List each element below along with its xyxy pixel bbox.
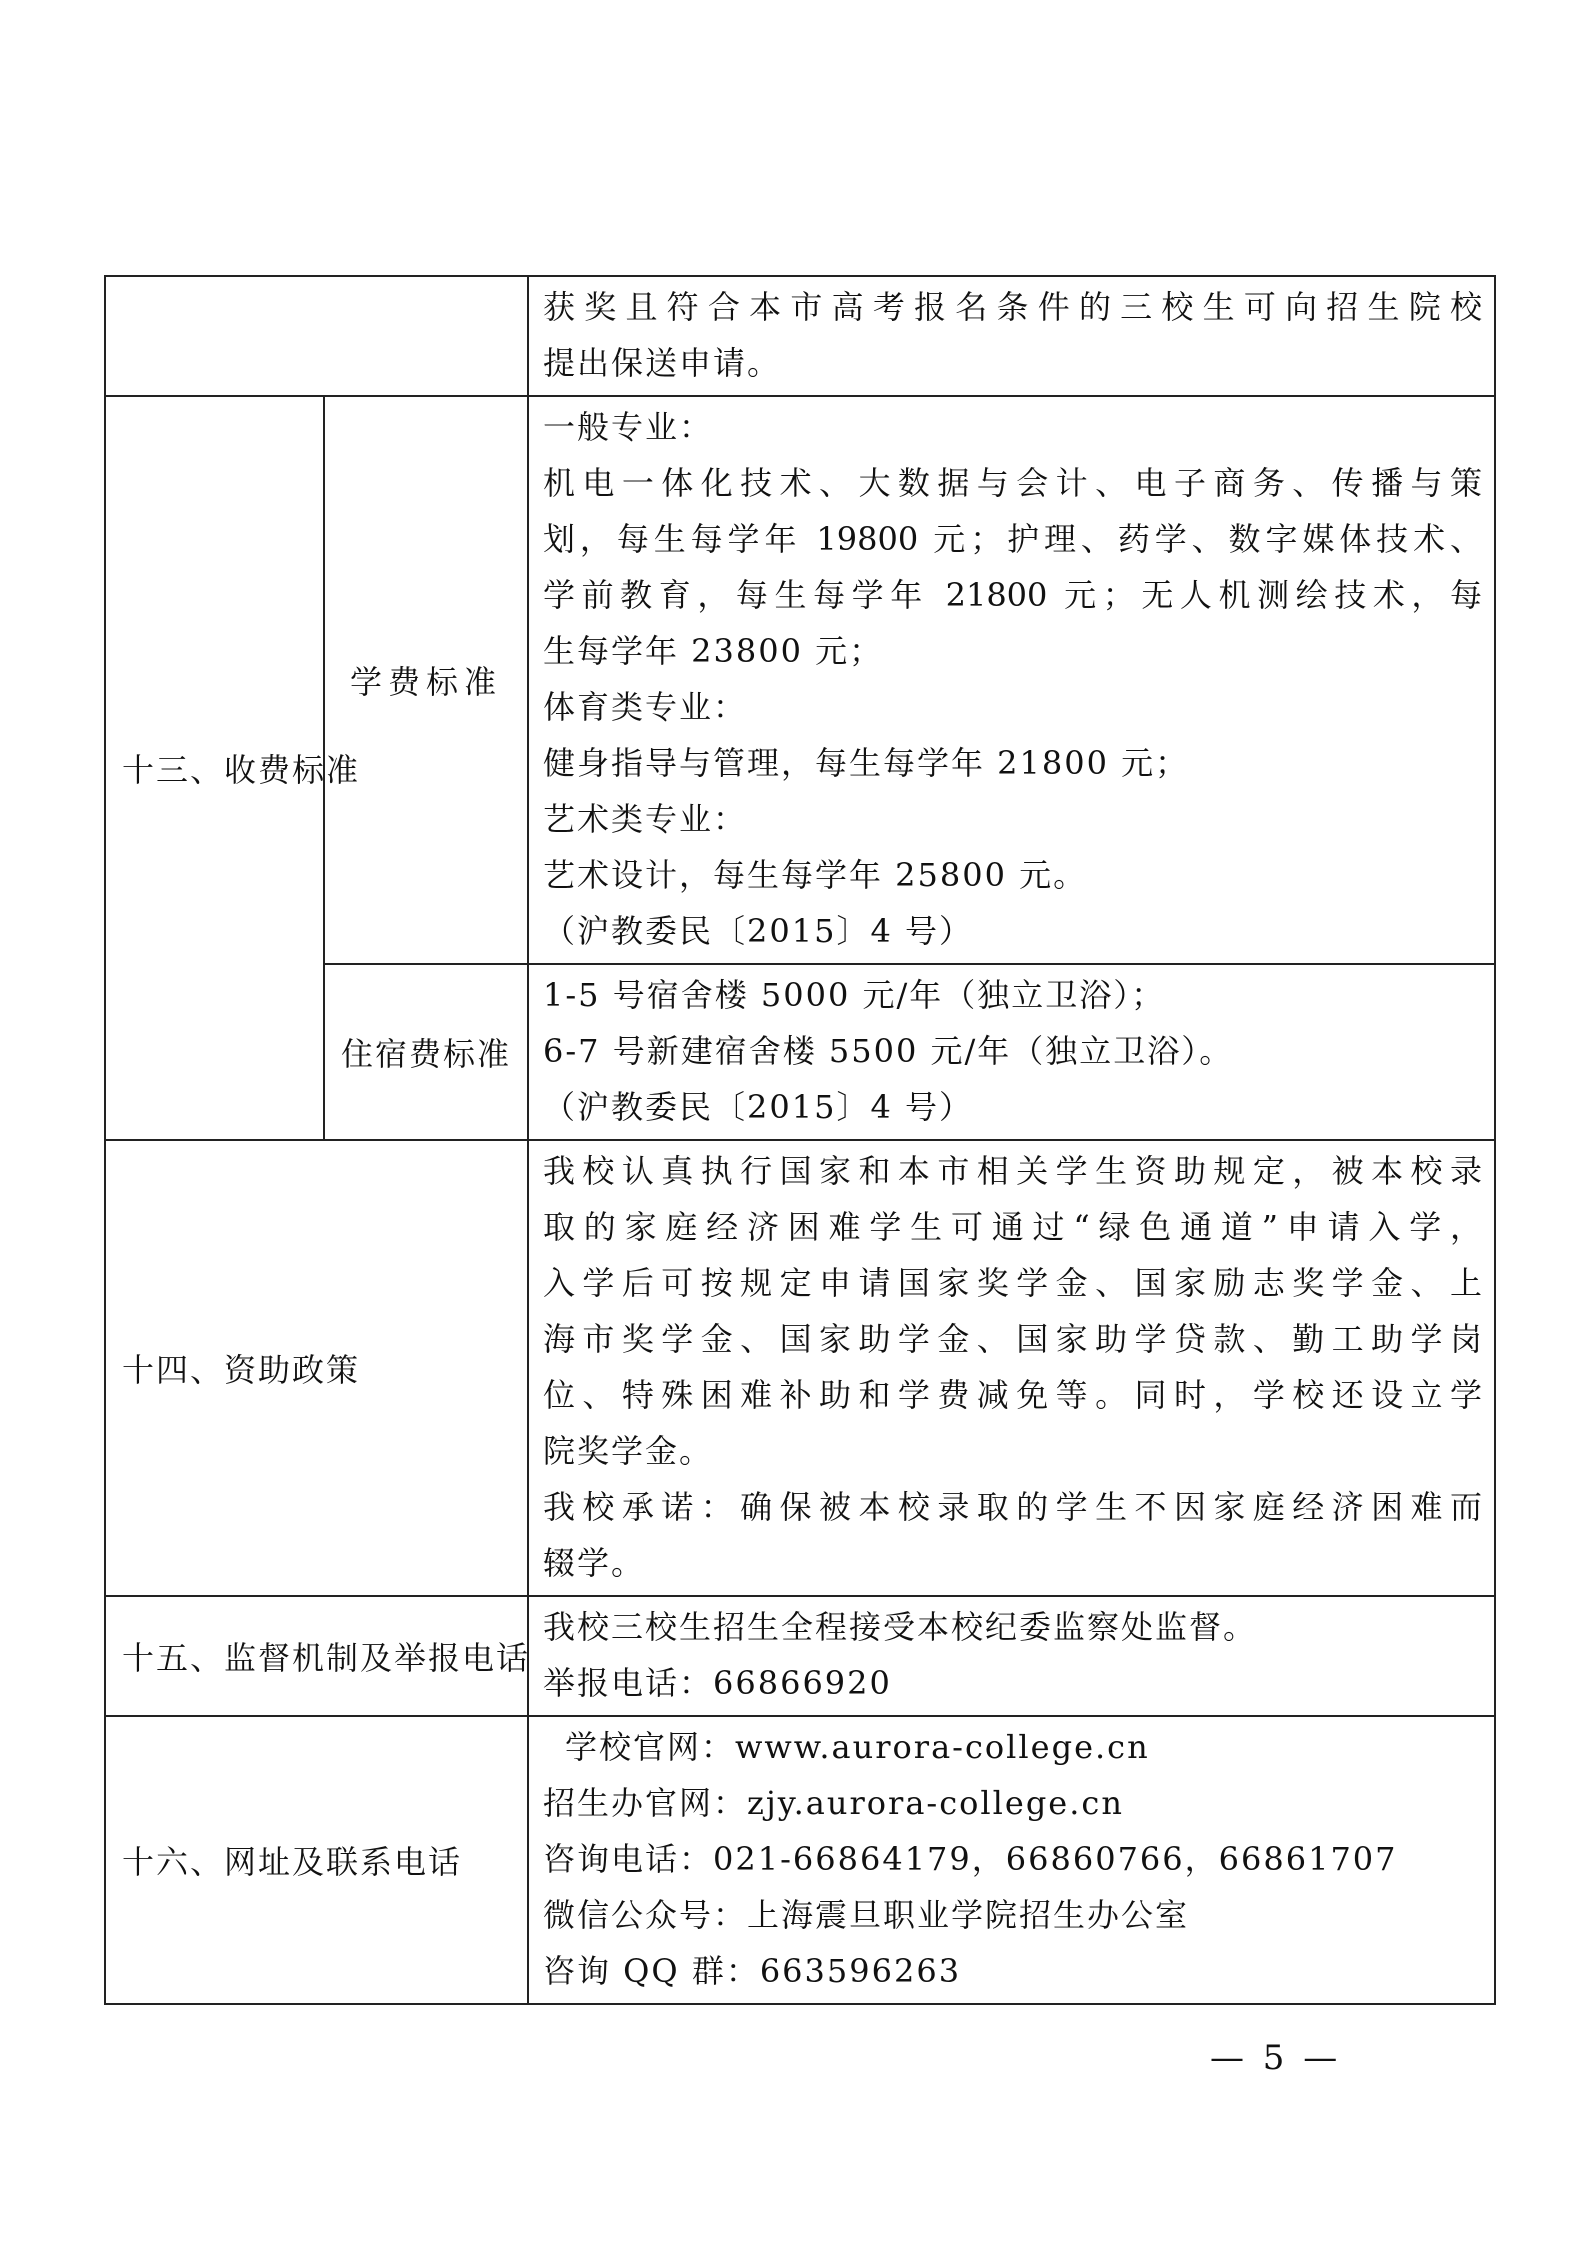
content-line: （沪教委民〔2015〕4 号）: [543, 912, 973, 950]
consult-phone-line: 咨询电话：021-66864179，66860766，66861707: [543, 1840, 1398, 1878]
content-line: 机电一体化技术、大数据与会计、电子商务、传播与策: [543, 464, 1482, 502]
content-line: 入学后可按规定申请国家奖学金、国家励志奖学金、上: [543, 1264, 1482, 1302]
content-line: 我校承诺：确保被本校录取的学生不因家庭经济困难而: [543, 1488, 1482, 1526]
content-line: （沪教委民〔2015〕4 号）: [543, 1088, 973, 1126]
dorm-fee-label: 住宿费标准: [324, 964, 528, 1140]
supervision-row: [105, 1596, 1495, 1716]
contact-row: [105, 1716, 1495, 2004]
content-line: 生每学年 23800 元；: [543, 632, 884, 670]
content-line: 1-5 号宿舍楼 5000 元/年（独立卫浴）；: [543, 976, 1166, 1014]
dorm-fee-content: [528, 964, 1495, 1140]
content-line: 提出保送申请。: [543, 344, 782, 382]
content-line: 健身指导与管理，每生每学年 21800 元；: [543, 744, 1190, 782]
section-15-title: 十五、监督机制及举报电话: [105, 1596, 528, 1716]
content-line: 体育类专业：: [543, 688, 748, 726]
section-13-title: 十三、收费标准: [105, 396, 324, 1140]
content-line: 一般专业：: [543, 408, 714, 446]
wechat-account-line: 微信公众号：上海震旦职业学院招生办公室: [543, 1896, 1190, 1934]
page-number: — 5 —: [1210, 2038, 1342, 2078]
tuition-content: [528, 396, 1495, 964]
content-line: 辍学。: [543, 1544, 646, 1582]
fees-tuition-row: [105, 396, 1495, 964]
contact-content: [528, 1716, 1495, 2004]
content-line: 艺术设计，每生每学年 25800 元。: [543, 856, 1088, 894]
empty-category-cell: [105, 276, 528, 396]
school-website-line: 学校官网：www.aurora-college.cn: [565, 1728, 1150, 1766]
content-line: 海市奖学金、国家助学金、国家助学贷款、勤工助学岗: [543, 1320, 1482, 1358]
supervision-content: [528, 1596, 1495, 1716]
continuation-row: [105, 276, 1495, 396]
content-line: 我校认真执行国家和本市相关学生资助规定，被本校录: [543, 1152, 1482, 1190]
financial-aid-content: [528, 1140, 1495, 1596]
continuation-content: [528, 276, 1495, 396]
admissions-website-line: 招生办官网：zjy.aurora-college.cn: [543, 1784, 1124, 1822]
content-line: 位、特殊困难补助和学费减免等。同时，学校还设立学: [543, 1376, 1482, 1414]
admissions-info-table: [104, 275, 1496, 2005]
content-line: 划，每生每学年 19800 元；护理、药学、数字媒体技术、: [543, 520, 1482, 558]
tuition-label: 学费标准: [324, 396, 528, 964]
section-16-title: 十六、网址及联系电话: [105, 1716, 528, 2004]
financial-aid-row: [105, 1140, 1495, 1596]
content-line: 6-7 号新建宿舍楼 5500 元/年（独立卫浴）。: [543, 1032, 1234, 1070]
content-line: 取的家庭经济困难学生可通过“绿色通道”申请入学，: [543, 1208, 1482, 1246]
content-line: 艺术类专业：: [543, 800, 748, 838]
content-line: 学前教育，每生每学年 21800 元；无人机测绘技术，每: [543, 576, 1482, 614]
content-line: 获奖且符合本市高考报名条件的三校生可向招生院校: [543, 288, 1482, 326]
content-line: 院奖学金。: [543, 1432, 714, 1470]
content-line: 我校三校生招生全程接受本校纪委监察处监督。: [543, 1608, 1258, 1646]
report-phone-line: 举报电话：66866920: [543, 1664, 892, 1702]
section-14-title: 十四、资助政策: [105, 1140, 528, 1596]
qq-group-line: 咨询 QQ 群：663596263: [543, 1952, 962, 1990]
